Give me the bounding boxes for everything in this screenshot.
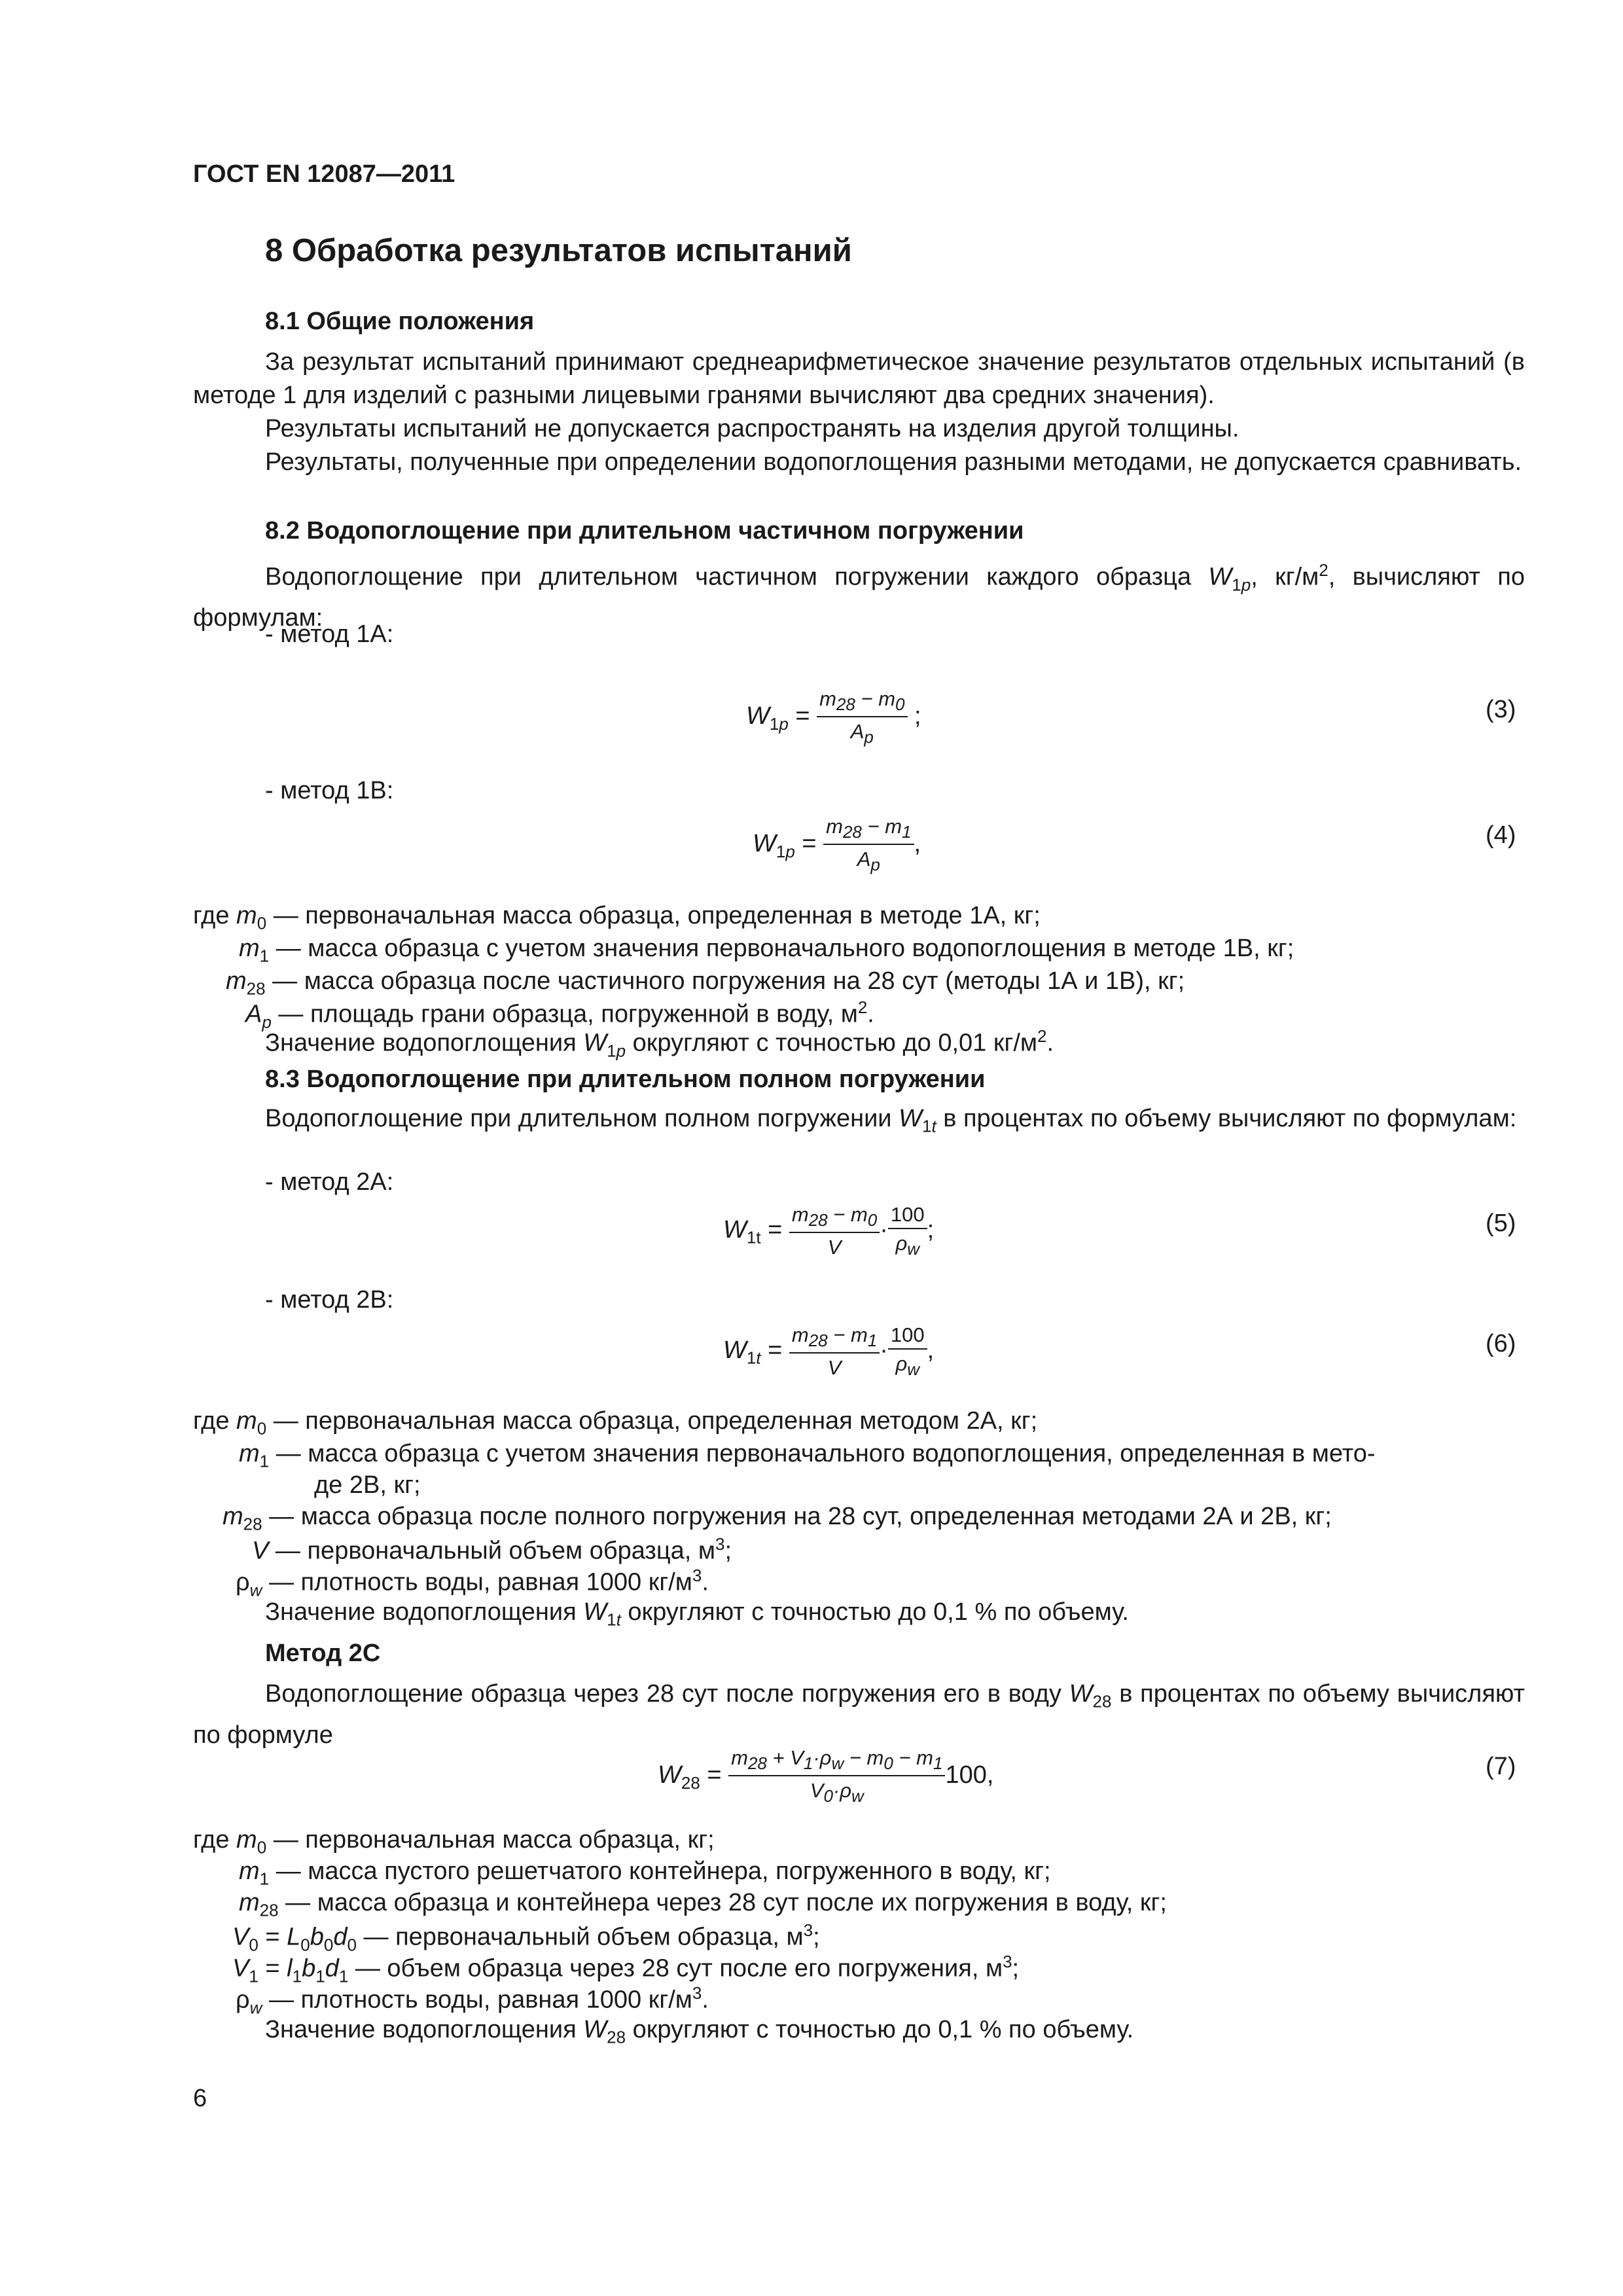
rounding-8-2: Значение водопоглощения $W_{1p}$ округляют с точностью до 0,01 $кг/м^2$. [265, 1026, 1054, 1061]
where-m0-8-2: где $m_0$ — первоначальная масса образца, определенная в методе 1А, кг; [193, 902, 1041, 933]
method-2b-label: - метод 2В: [265, 1286, 394, 1314]
where-v0-2c: $V_0 = L_0b_0d_0$ — первоначальный объем образца, $м^3$; [232, 1920, 820, 1955]
equation-number-4: (4) [1486, 821, 1516, 849]
method-1b-label: - метод 1В: [265, 777, 394, 804]
page-number: 6 [193, 2085, 207, 2112]
equation-number-6: (6) [1486, 1330, 1516, 1357]
where-ap-8-2: $A_p$ — площадь грани образца, погруженной в воду, $м^2$. [245, 997, 874, 1032]
formula-3: $W_{1p}$ = $\frac{m_{28} - m_0}{A_p}$ ; [746, 687, 921, 747]
method-2c-title: Метод 2С [265, 1640, 381, 1667]
where-m1-8-2: $m_1$ — масса образца с учетом значения первоначального водопоглощения в методе 1В, кг; [239, 935, 1294, 966]
paragraph-8-3-intro: Водопоглощение при длительном полном погружении $W_{1t}$ в процентах по объему вычисляют по формулам: [265, 1105, 1517, 1136]
rounding-8-3: Значение водопоглощения $W_{1t}$ округляют с точностью до 0,1 % по объему. [265, 1598, 1129, 1630]
where-m28-2c: $m_{28}$ — масса образца и контейнера через 28 сут после их погружения в воду, кг; [239, 1889, 1167, 1920]
standard-header: ГОСТ EN 12087—2011 [193, 160, 455, 188]
subsection-8-1-title: 8.1 Общие положения [265, 308, 535, 335]
formula-7: $W_{28}$ = $\frac{m_{28} + V_1\cdot\rho_w - m_0 - m_1}{V_0\cdot\rho_w}$ 100, [658, 1746, 994, 1806]
equation-number-3: (3) [1486, 696, 1516, 723]
where-m28-8-3: $m_{28}$ — масса образца после полного погружения на 28 сут, определенная методами 2А и 2В, кг; [223, 1503, 1332, 1534]
equation-number-5: (5) [1486, 1210, 1516, 1237]
where-m1-8-3: $m_1$ — масса образца с учетом значения первоначального водопоглощения, определенная в мето- [239, 1440, 1376, 1471]
subsection-8-2-title: 8.2 Водопоглощение при длительном частичном погружении [265, 517, 1024, 545]
paragraph-2c-intro: Водопоглощение образца через 28 сут после погружения его в воду $W_{28}$ в процентах по объему вычисляют по формуле [193, 1680, 1525, 1749]
where-m1-2c: $m_1$ — масса пустого решетчатого контейнера, погруженного в воду, кг; [239, 1857, 1051, 1889]
where-v-8-3: V — первоначальный объем образца, $м^3$; [252, 1534, 732, 1565]
paragraph-8-2-intro: Водопоглощение при длительном частичном погружении каждого образца $W_{1p}$, $кг/м^2$, вычисляют по формулам: [193, 560, 1525, 632]
paragraph-8-1-1: За результат испытаний принимают среднеарифметическое значение результатов отдельных испытаний (в методе 1 для изделий с разными лицевыми гранями вычисляют два средних значения). [193, 348, 1525, 409]
section-title: 8 Обработка результатов испытаний [265, 233, 852, 268]
where-m28-8-2: $m_{28}$ — масса образца после частичного погружения на 28 сут (методы 1А и 1В), кг; [226, 967, 1185, 999]
paragraph-8-1-2: Результаты испытаний не допускается распространять на изделия другой толщины. [265, 415, 1240, 442]
where-m0-8-3: где $m_0$ — первоначальная масса образца, определенная методом 2А, кг; [193, 1407, 1038, 1439]
where-v1-2c: $V_1 = l_1b_1d_1$ — объем образца через 28 сут после его погружения, $м^3$; [232, 1952, 1020, 1986]
equation-number-7: (7) [1486, 1753, 1516, 1780]
formula-5: $W_{1t}$ = $\frac{m_{28} - m_0}{V}$ · $\frac{100}{\rho_w}$ ; [723, 1203, 935, 1259]
formula-4: $W_{1p}$ = $\frac{m_{28} - m_1}{A_p}$ , [753, 815, 921, 875]
rounding-2c: Значение водопоглощения $W_{28}$ округляют с точностью до 0,1 % по объему. [265, 2016, 1134, 2047]
where-rho-2c: $\rho_w$ — плотность воды, равная 1000 $кг/м^3$. [236, 1983, 709, 2018]
where-m0-2c: где $m_0$ — первоначальная масса образца, кг; [193, 1826, 715, 1857]
where-rho-8-3: $\rho_w$ — плотность воды, равная 1000 $кг/м^3$. [236, 1566, 709, 1600]
formula-6: $W_{1t}$ = $\frac{m_{28} - m_1}{V}$ · $\frac{100}{\rho_w}$ , [723, 1323, 935, 1380]
subsection-8-3-title: 8.3 Водопоглощение при длительном полном погружении [265, 1066, 986, 1093]
paragraph-8-1-3: Результаты, полученные при определении водопоглощения разными методами, не допускается сравнивать. [265, 448, 1522, 476]
method-1a-label: - метод 1А: [265, 620, 394, 648]
where-m1-8-3-cont: де 2В, кг; [314, 1471, 421, 1499]
method-2a-label: - метод 2А: [265, 1168, 394, 1196]
